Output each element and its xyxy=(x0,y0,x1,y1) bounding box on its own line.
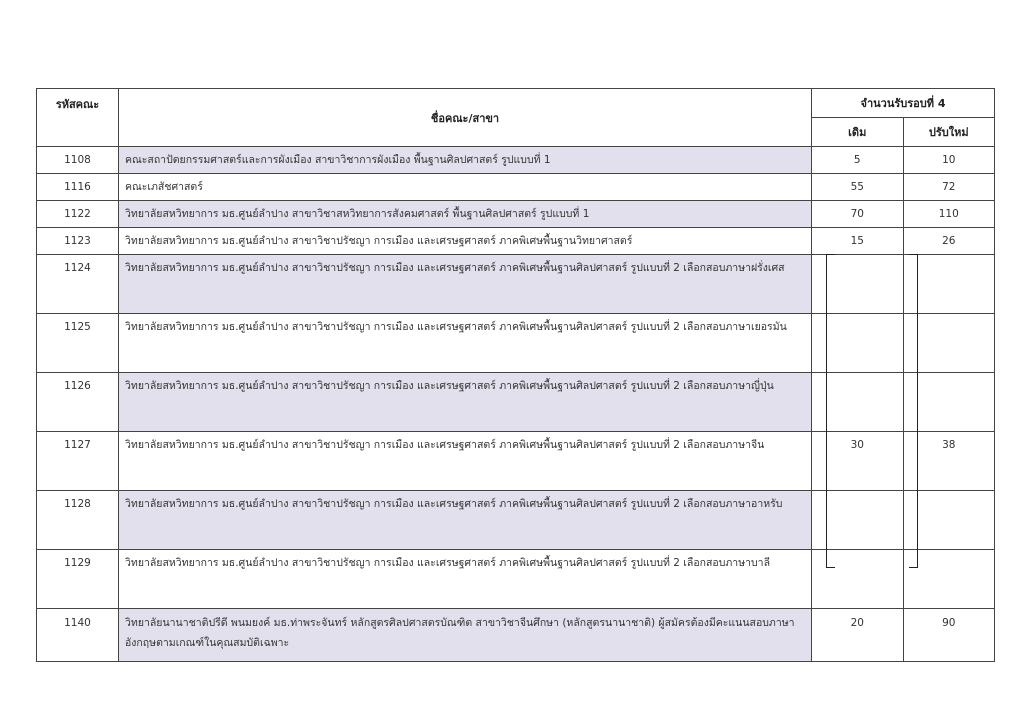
row-code: 1124 xyxy=(37,255,119,314)
row-old: 30 xyxy=(812,432,904,491)
row-code: 1108 xyxy=(37,147,119,174)
row-old: 20 xyxy=(812,609,904,662)
row-new: 90 xyxy=(903,609,995,662)
group-bracket-right xyxy=(909,254,918,568)
row-code: 1140 xyxy=(37,609,119,662)
row-name: คณะสถาปัตยกรรมศาสตร์และการผังเมือง สาขาวิชาการผังเมือง พื้นฐานศิลปศาสตร์ รูปแบบที่ 1 xyxy=(119,147,812,174)
row-code: 1128 xyxy=(37,491,119,550)
row-old: 5 xyxy=(812,147,904,174)
row-new: 10 xyxy=(903,147,995,174)
table-row xyxy=(37,174,995,201)
row-code: 1126 xyxy=(37,373,119,432)
table-row xyxy=(37,373,995,432)
row-code: 1122 xyxy=(37,201,119,228)
row-code: 1127 xyxy=(37,432,119,491)
row-new: 72 xyxy=(903,174,995,201)
row-code: 1116 xyxy=(37,174,119,201)
header-old: เดิม xyxy=(812,118,904,147)
row-code: 1129 xyxy=(37,550,119,609)
table-row xyxy=(37,550,995,609)
row-name: คณะเภสัชศาสตร์ xyxy=(119,174,812,201)
row-old: 15 xyxy=(812,228,904,255)
table-row xyxy=(37,147,995,174)
row-new: 110 xyxy=(903,201,995,228)
table-row xyxy=(37,314,995,373)
row-name: วิทยาลัยสหวิทยาการ มธ.ศูนย์ลำปาง สาขาวิชาปรัชญา การเมือง และเศรษฐศาสตร์ ภาคพิเศษพื้นฐานศิลปศาสตร์ รูปแบบที่ 2 เลือกสอบภาษาฝรั่งเศส xyxy=(119,255,812,314)
row-name: วิทยาลัยสหวิทยาการ มธ.ศูนย์ลำปาง สาขาวิชาปรัชญา การเมือง และเศรษฐศาสตร์ ภาคพิเศษพื้นฐานวิทยาศาสตร์ xyxy=(119,228,812,255)
row-name: วิทยาลัยสหวิทยาการ มธ.ศูนย์ลำปาง สาขาวิชาปรัชญา การเมือง และเศรษฐศาสตร์ ภาคพิเศษพื้นฐานศิลปศาสตร์ รูปแบบที่ 2 เลือกสอบภาษาญี่ปุ่น xyxy=(119,373,812,432)
table-row xyxy=(37,432,995,491)
table-row xyxy=(37,609,995,662)
header-round: จำนวนรับรอบที่ 4 xyxy=(812,89,995,118)
row-new: 38 xyxy=(903,432,995,491)
row-name: วิทยาลัยนานาชาติปรีดี พนมยงค์ มธ.ท่าพระจันทร์ หลักสูตรศิลปศาสตรบัณฑิต สาขาวิชาจีนศึกษา (หลักสูตรนานาชาติ) ผู้สมัครต้องมีคะแนนสอบภาษาอังกฤษตามเกณฑ์ในคุณสมบัติเฉพาะ xyxy=(119,609,812,662)
header-new: ปรับใหม่ xyxy=(903,118,995,147)
faculty-quota-table xyxy=(36,88,995,662)
header-code: รหัสคณะ xyxy=(37,89,119,147)
row-name: วิทยาลัยสหวิทยาการ มธ.ศูนย์ลำปาง สาขาวิชาปรัชญา การเมือง และเศรษฐศาสตร์ ภาคพิเศษพื้นฐานศิลปศาสตร์ รูปแบบที่ 2 เลือกสอบภาษาอาหรับ xyxy=(119,491,812,550)
table-row xyxy=(37,491,995,550)
header-row xyxy=(37,89,995,118)
row-new: 26 xyxy=(903,228,995,255)
table-row xyxy=(37,201,995,228)
table-row xyxy=(37,228,995,255)
row-old: 55 xyxy=(812,174,904,201)
row-old: 70 xyxy=(812,201,904,228)
row-code: 1123 xyxy=(37,228,119,255)
header-name: ชื่อคณะ/สาขา xyxy=(119,89,812,147)
row-code: 1125 xyxy=(37,314,119,373)
row-name: วิทยาลัยสหวิทยาการ มธ.ศูนย์ลำปาง สาขาวิชาปรัชญา การเมือง และเศรษฐศาสตร์ ภาคพิเศษพื้นฐานศิลปศาสตร์ รูปแบบที่ 2 เลือกสอบภาษาเยอรมัน xyxy=(119,314,812,373)
row-name: วิทยาลัยสหวิทยาการ มธ.ศูนย์ลำปาง สาขาวิชาปรัชญา การเมือง และเศรษฐศาสตร์ ภาคพิเศษพื้นฐานศิลปศาสตร์ รูปแบบที่ 2 เลือกสอบภาษาจีน xyxy=(119,432,812,491)
group-bracket-left xyxy=(826,254,835,568)
row-name: วิทยาลัยสหวิทยาการ มธ.ศูนย์ลำปาง สาขาวิชาปรัชญา การเมือง และเศรษฐศาสตร์ ภาคพิเศษพื้นฐานศิลปศาสตร์ รูปแบบที่ 2 เลือกสอบภาษาบาลี xyxy=(119,550,812,609)
table-row xyxy=(37,255,995,314)
row-name: วิทยาลัยสหวิทยาการ มธ.ศูนย์ลำปาง สาขาวิชาสหวิทยาการสังคมศาสตร์ พื้นฐานศิลปศาสตร์ รูปแบบที่ 1 xyxy=(119,201,812,228)
